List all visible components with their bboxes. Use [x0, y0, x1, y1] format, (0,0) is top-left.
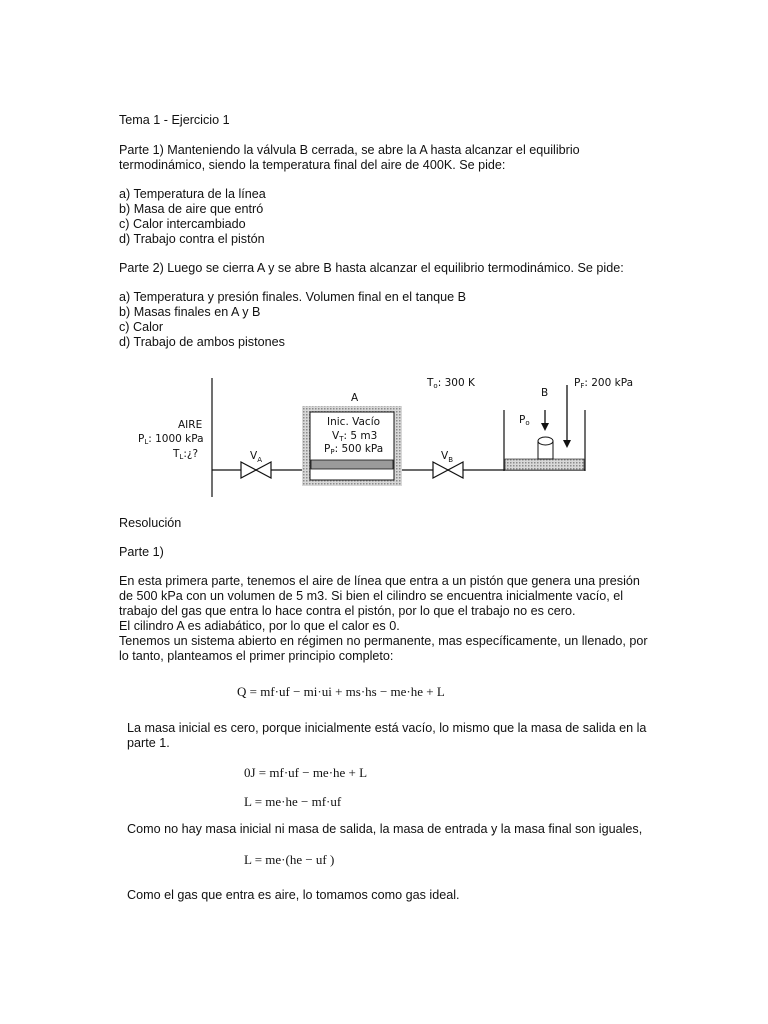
- tank-a-label: A: [351, 392, 359, 404]
- list-item: d) Trabajo de ambos pistones: [119, 335, 285, 349]
- valve-b: [433, 462, 463, 478]
- equation: 0J = mf·uf − me·he + L: [244, 765, 368, 780]
- equation: L = me·(he − uf ): [244, 852, 335, 867]
- text-line: Tenemos un sistema abierto en régimen no permanente, mas específicamente, un llenado, por: [119, 634, 648, 648]
- volume-label: VT: 5 m3: [332, 430, 378, 443]
- final-pressure-label: PF: 200 kPa: [574, 377, 634, 390]
- equation-first-law: Q = mf·uf − mi·ui + ms·hs − me·he + L: [237, 684, 445, 699]
- text-line: termodinámico, siendo la temperatura final del aire de 400K. Se pide:: [119, 158, 506, 172]
- list-item: b) Masas finales en A y B: [119, 305, 261, 319]
- paragraph: Como no hay masa inicial ni masa de salida, la masa de entrada y la masa final son iguales,: [127, 822, 643, 836]
- paragraph: [119, 574, 648, 664]
- equation: L = me·he − mf·uf: [244, 794, 342, 809]
- valve-b-label: $V_B$: [441, 450, 453, 464]
- line-temperature-label: TL:¿?: [173, 448, 199, 461]
- text-line: La masa inicial es cero, porque inicialmente está vacío, lo mismo que la masa de salida en la: [127, 721, 647, 735]
- list-item: c) Calor intercambiado: [119, 217, 246, 231]
- paragraph: [127, 721, 646, 751]
- text-line: Parte 1) Manteniendo la válvula B cerrada, se abre la A hasta alcanzar el equilibrio: [119, 143, 580, 157]
- list-item: d) Trabajo contra el pistón: [119, 232, 265, 246]
- part2-statement: Parte 2) Luego se cierra A y se abre B hasta alcanzar el equilibrio termodinámico. Se pide:: [119, 261, 624, 275]
- section-heading: Resolución: [119, 516, 182, 530]
- list-item: b) Masa de aire que entró: [119, 202, 264, 216]
- text-line: En esta primera parte, tenemos el aire de línea que entra a un pistón que genera una presión: [119, 574, 640, 588]
- list-item: a) Temperatura y presión finales. Volumen final en el tanque B: [119, 290, 467, 304]
- list-item: a) Temperatura de la línea: [119, 187, 266, 201]
- list-item: c) Calor: [119, 320, 164, 334]
- aire-label: AIRE: [178, 419, 203, 431]
- initial-state-label: Inic. Vacío: [327, 416, 381, 428]
- ambient-temperature-label: To: 300 K: [427, 377, 475, 390]
- piston-a: [311, 460, 393, 469]
- text-line: de 500 kPa con un volumen de 5 m3. Si bien el cilindro se encuentra inicialmente vacío, el: [119, 589, 624, 603]
- arrow-icon: [541, 410, 549, 431]
- exercise-title: Tema 1 - Ejercicio 1: [119, 113, 230, 127]
- piston-pressure-label: PP: 500 kPa: [324, 443, 384, 456]
- valve-a: [241, 462, 271, 478]
- text-line: parte 1.: [127, 736, 170, 750]
- initial-pressure-label: Po: [519, 414, 530, 427]
- arrow-icon: [563, 385, 571, 448]
- valve-a-label: $V_A$: [250, 450, 262, 464]
- subsection-heading: Parte 1): [119, 545, 164, 559]
- text-line: lo tanto, planteamos el primer principio completo:: [119, 649, 394, 663]
- tank-b-label: B: [541, 387, 549, 399]
- text-line: trabajo del gas que entra lo hace contra el pistón, por lo que el trabajo no es cero.: [119, 604, 576, 618]
- text-line: El cilindro A es adiabático, por lo que el calor es 0.: [119, 619, 400, 633]
- paragraph: Como el gas que entra es aire, lo tomamos como gas ideal.: [127, 888, 460, 902]
- line-pressure-label: PL: 1000 kPa: [138, 433, 204, 446]
